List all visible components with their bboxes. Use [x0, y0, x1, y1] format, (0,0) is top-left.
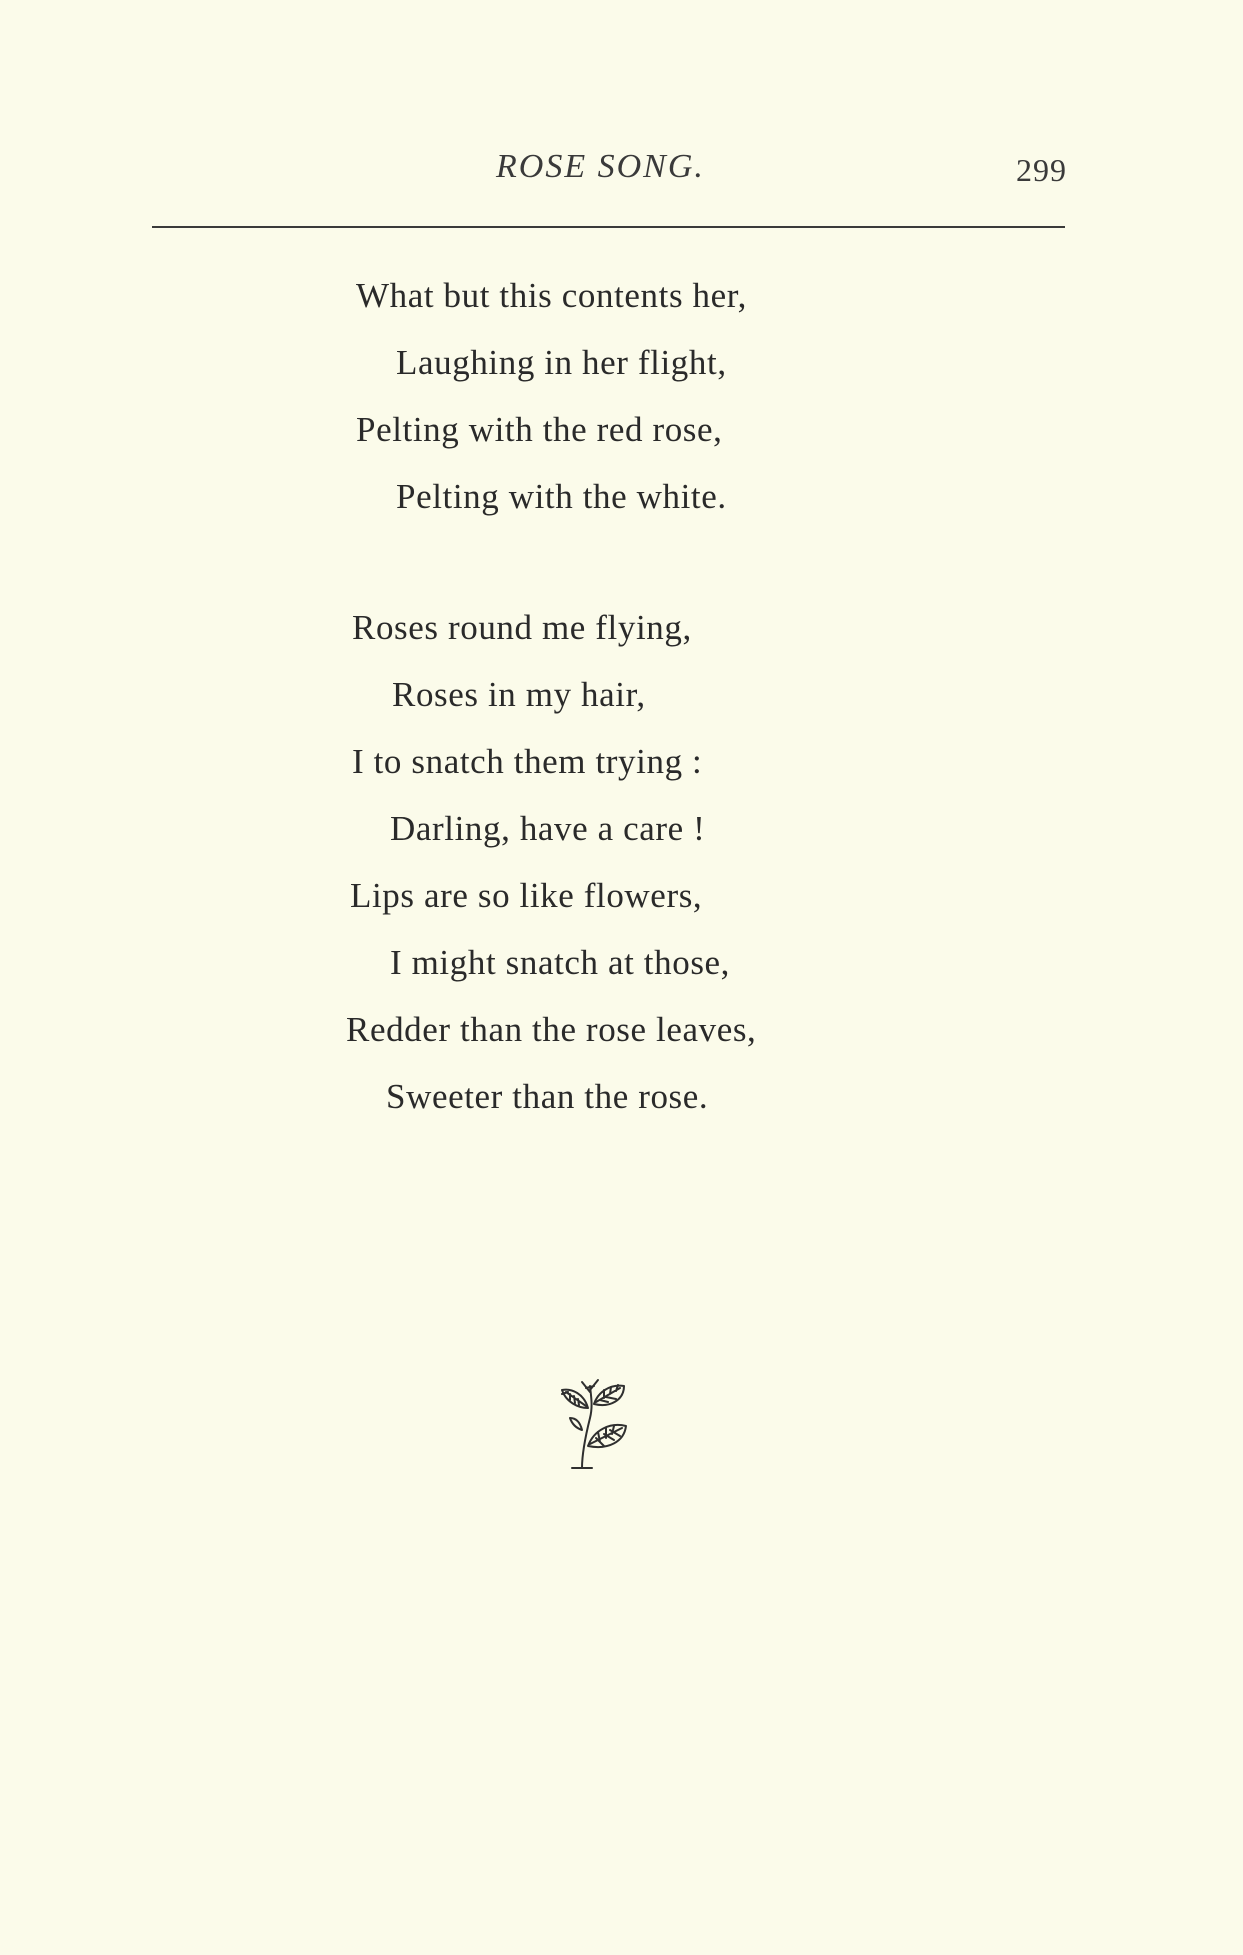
- poem-line: Pelting with the red rose,: [356, 410, 723, 449]
- floral-vignette-icon: [548, 1372, 638, 1472]
- running-title: ROSE SONG.: [496, 148, 705, 185]
- page-number: 299: [1016, 152, 1067, 188]
- poem-line: Lips are so like flowers,: [350, 876, 703, 915]
- poem-line: What but this contents her,: [356, 276, 747, 315]
- poem-line: Redder than the rose leaves,: [346, 1010, 757, 1049]
- poem-line: Laughing in her flight,: [396, 343, 727, 382]
- poem-line: I to snatch them trying :: [352, 742, 703, 781]
- header-rule: [152, 226, 1065, 228]
- poem-line: Sweeter than the rose.: [386, 1077, 709, 1116]
- poem-line: Roses round me flying,: [352, 608, 692, 647]
- running-head: [0, 148, 1243, 192]
- poem-line: Pelting with the white.: [396, 477, 727, 516]
- poem-line: Darling, have a care !: [390, 809, 706, 848]
- poem-line: I might snatch at those,: [390, 943, 731, 982]
- poem-line: Roses in my hair,: [392, 675, 646, 714]
